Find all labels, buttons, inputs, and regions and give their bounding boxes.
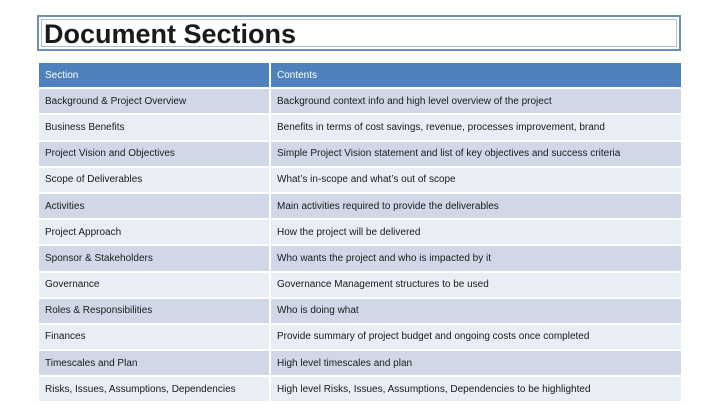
contents-cell: Provide summary of project budget and ongoing costs once completed: [271, 325, 681, 349]
section-cell: Finances: [39, 325, 269, 349]
contents-cell: Who is doing what: [271, 299, 681, 323]
table-row: [39, 377, 681, 401]
section-cell: Project Approach: [39, 220, 269, 244]
section-cell: Sponsor & Stakeholders: [39, 246, 269, 270]
table-row: [39, 194, 681, 218]
table-row: [39, 246, 681, 270]
section-cell: Background & Project Overview: [39, 89, 269, 113]
contents-cell: Background context info and high level overview of the project: [271, 89, 681, 113]
contents-cell: High level Risks, Issues, Assumptions, Dependencies to be highlighted: [271, 377, 681, 401]
section-cell: Timescales and Plan: [39, 351, 269, 375]
section-cell: Governance: [39, 273, 269, 297]
table-header-row: [39, 63, 681, 87]
contents-cell: Governance Management structures to be used: [271, 273, 681, 297]
section-cell: Scope of Deliverables: [39, 168, 269, 192]
table-row: [39, 325, 681, 349]
table-row: [39, 299, 681, 323]
table-row: [39, 351, 681, 375]
section-cell: Roles & Responsibilities: [39, 299, 269, 323]
sections-table: [37, 61, 683, 403]
column-header-contents: Contents: [271, 63, 681, 87]
section-cell: Business Benefits: [39, 115, 269, 139]
column-header-section: Section: [39, 63, 269, 87]
table-row: [39, 168, 681, 192]
page-title: Document Sections: [44, 19, 297, 49]
table-row: [39, 142, 681, 166]
title-box: [37, 15, 681, 51]
contents-cell: Simple Project Vision statement and list of key objectives and success criteria: [271, 142, 681, 166]
table-row: [39, 220, 681, 244]
table-row: [39, 115, 681, 139]
contents-cell: What’s in-scope and what’s out of scope: [271, 168, 681, 192]
section-cell: Project Vision and Objectives: [39, 142, 269, 166]
section-cell: Risks, Issues, Assumptions, Dependencies: [39, 377, 269, 401]
contents-cell: Main activities required to provide the deliverables: [271, 194, 681, 218]
table-row: [39, 273, 681, 297]
contents-cell: High level timescales and plan: [271, 351, 681, 375]
contents-cell: How the project will be delivered: [271, 220, 681, 244]
section-cell: Activities: [39, 194, 269, 218]
table-row: [39, 89, 681, 113]
contents-cell: Who wants the project and who is impacted by it: [271, 246, 681, 270]
contents-cell: Benefits in terms of cost savings, revenue, processes improvement, brand: [271, 115, 681, 139]
